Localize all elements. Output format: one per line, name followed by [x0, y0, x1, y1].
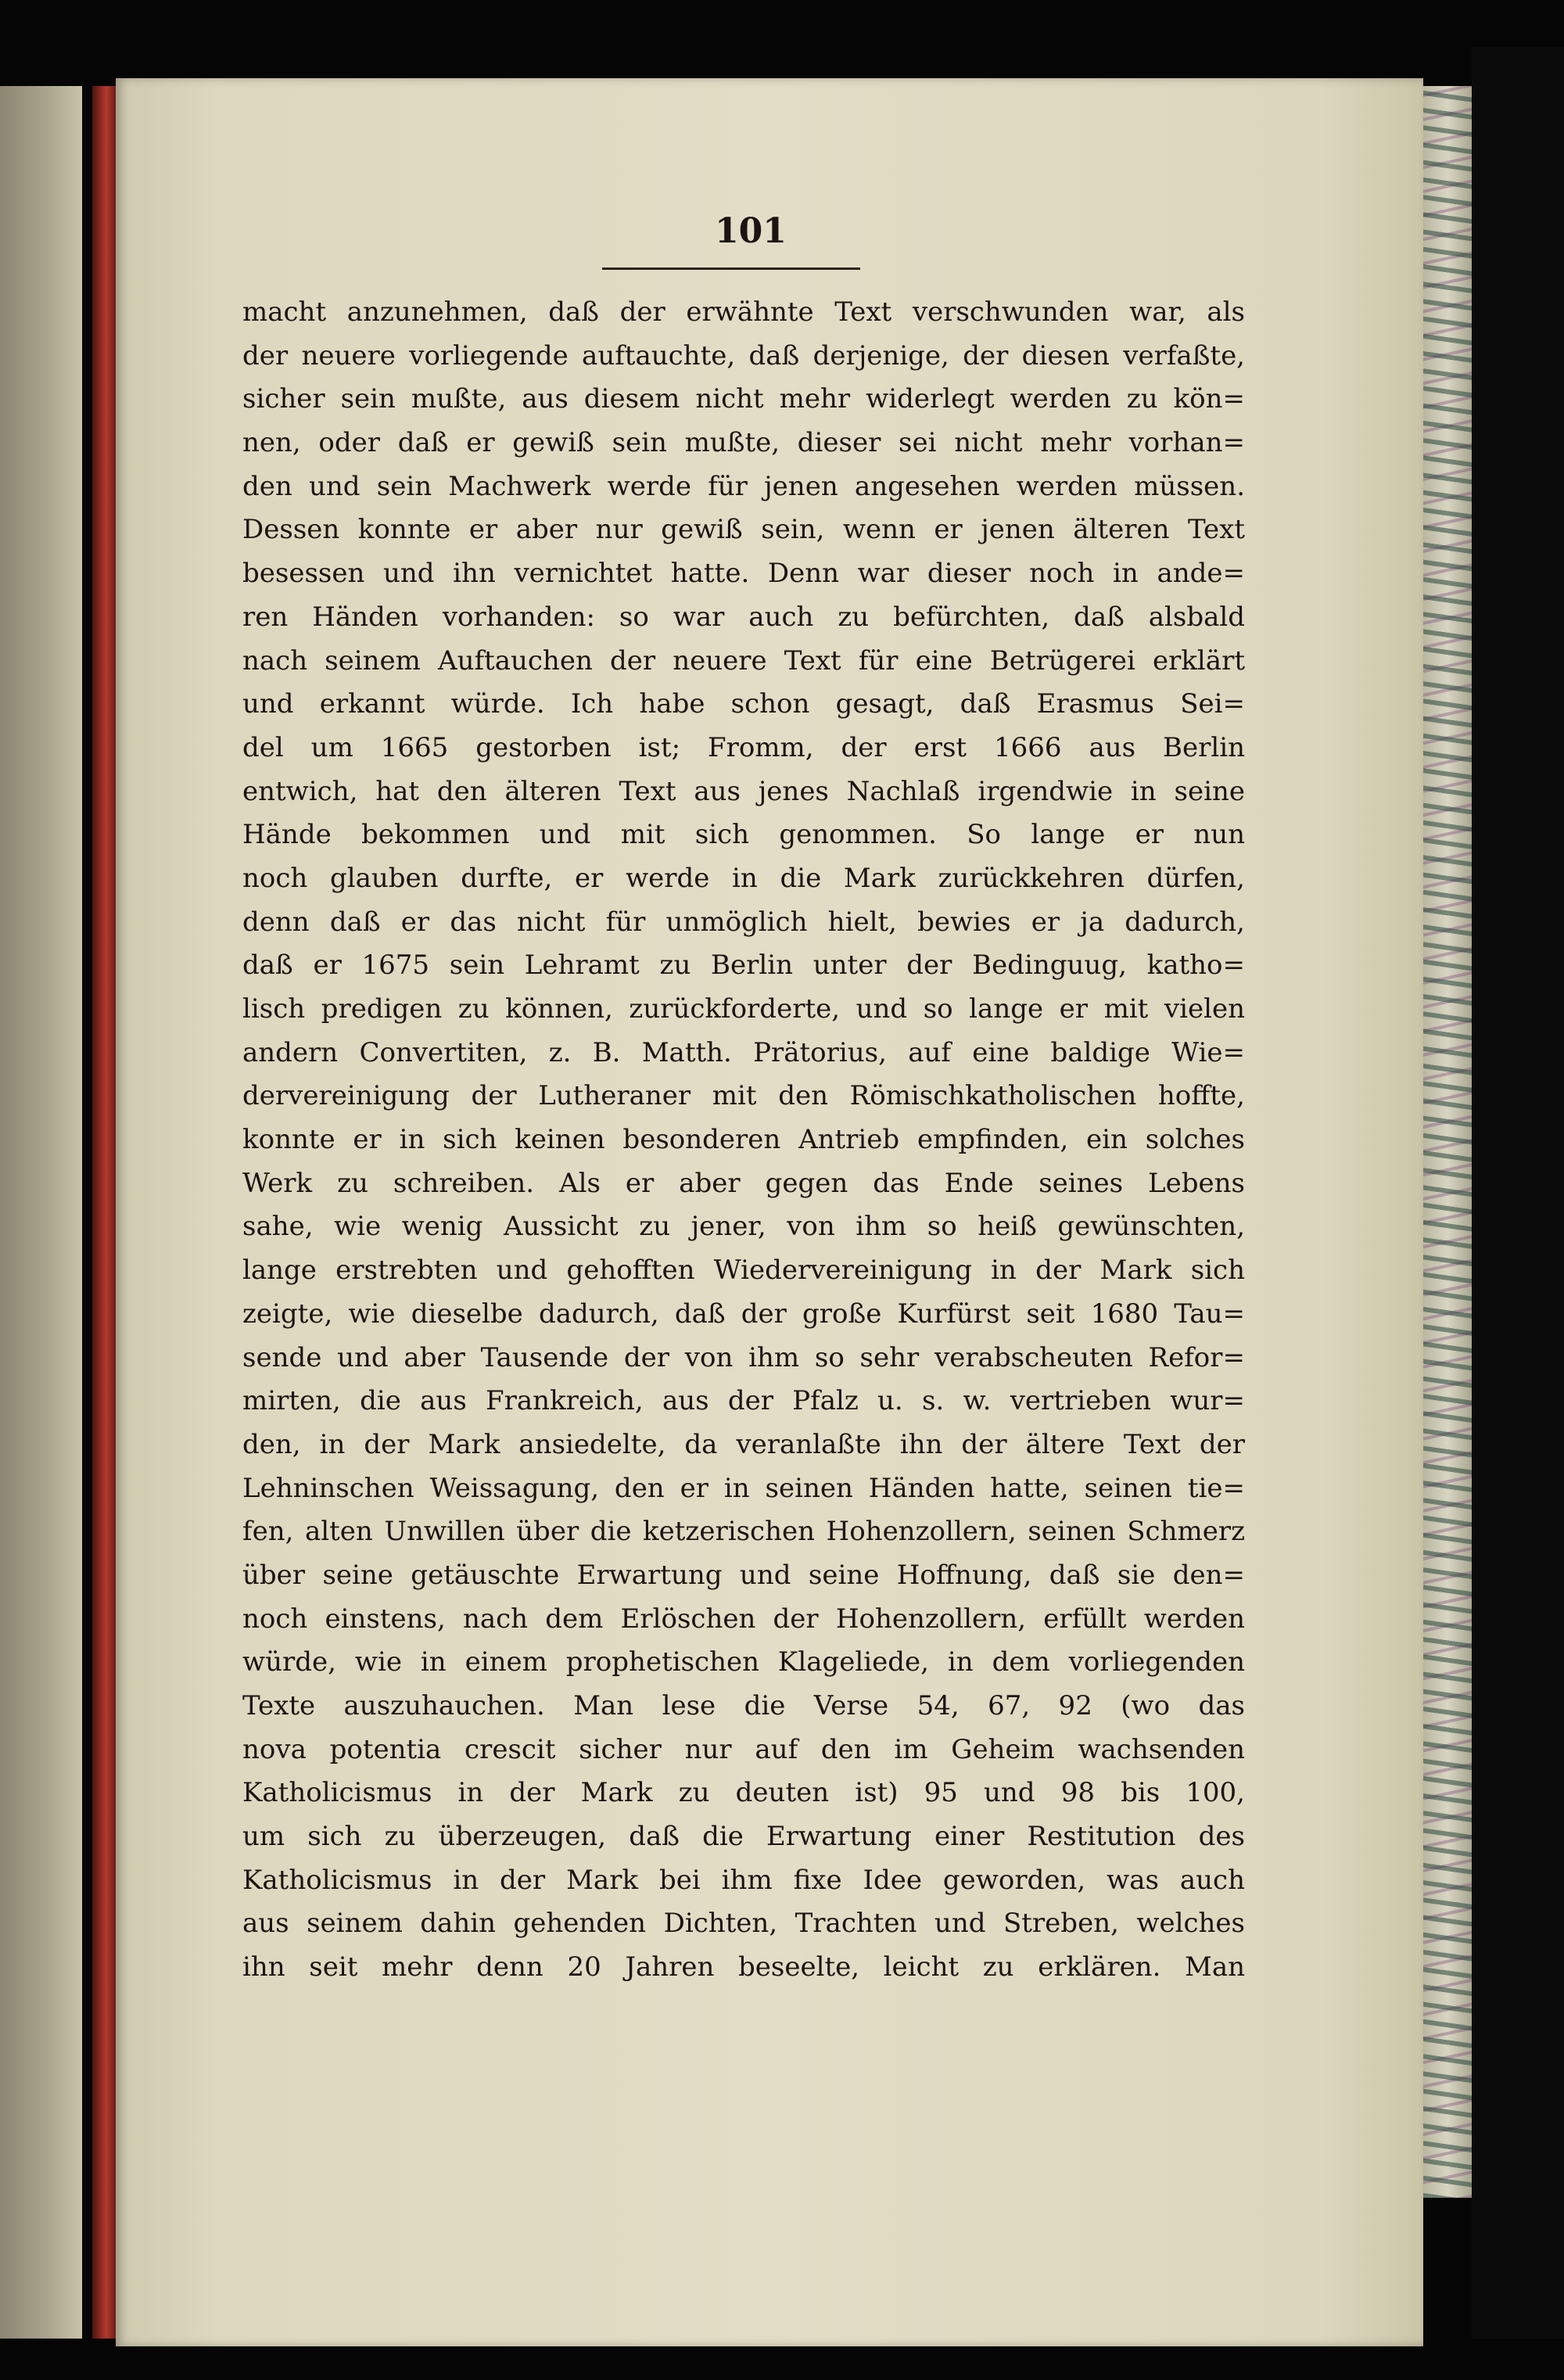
text-line: den und sein Machwerk werde für jenen angesehen werden müssen. [242, 470, 1245, 502]
text-line: nen, oder daß er gewiß sein mußte, dieser sei nicht mehr vorhan= [242, 427, 1245, 459]
text-line: entwich, hat den älteren Text aus jenes Nachlaß irgendwie in seine [242, 775, 1245, 807]
facing-page-edge [0, 86, 82, 2339]
book-cover-edge [1472, 47, 1564, 2339]
text-line: besessen und ihn vernichtet hatte. Denn war dieser noch in ande= [242, 558, 1245, 590]
text-line: Hände bekommen und mit sich genommen. So lange er nun [242, 819, 1245, 851]
text-line: Texte auszuhauchen. Man lese die Verse 54, 67, 92 (wo das [242, 1690, 1245, 1721]
text-line: aus seinem dahin gehenden Dichten, Trachten und Streben, welches [242, 1908, 1245, 1940]
text-line: über seine getäuschte Erwartung und seine Hoffnung, daß sie den= [242, 1559, 1245, 1591]
text-line: Katholicismus in der Mark bei ihm fixe Idee geworden, was auch [242, 1864, 1245, 1896]
text-line: macht anzunehmen, daß der erwähnte Text verschwunden war, als [242, 296, 1245, 328]
text-line: Katholicismus in der Mark zu deuten ist) 95 und 98 bis 100, [242, 1777, 1245, 1809]
text-line: und erkannt würde. Ich habe schon gesagt, daß Erasmus Sei= [242, 688, 1245, 720]
page-number: 101 [715, 211, 787, 251]
text-line: zeigte, wie dieselbe dadurch, daß der große Kurfürst seit 1680 Tau= [242, 1298, 1245, 1330]
text-line: andern Convertiten, z. B. Matth. Prätorius, auf eine baldige Wie= [242, 1036, 1245, 1068]
text-line: um sich zu überzeugen, daß die Erwartung einer Restitution des [242, 1821, 1245, 1853]
text-line: daß er 1675 sein Lehramt zu Berlin unter der Bedinguug, katho= [242, 949, 1245, 982]
marbled-page-edges [1423, 86, 1472, 2198]
text-line: denn daß er das nicht für unmöglich hielt, bewies er ja dadurch, [242, 906, 1245, 938]
text-line: noch einstens, nach dem Erlöschen der Hohenzollern, erfüllt werden [242, 1603, 1245, 1635]
text-line: nova potentia crescit sicher nur auf den im Geheim wachsenden [242, 1733, 1245, 1765]
text-line: würde, wie in einem prophetischen Klageliede, in dem vorliegenden [242, 1646, 1245, 1678]
text-line: Lehninschen Weissagung, den er in seinen Händen hatte, seinen tie= [242, 1472, 1245, 1504]
text-line: mirten, die aus Frankreich, aus der Pfalz u. s. w. vertrieben wur= [242, 1385, 1245, 1417]
text-line: ren Händen vorhanden: so war auch zu befürchten, daß alsbald [242, 601, 1245, 633]
book-spine-edge [92, 86, 116, 2339]
text-line: dervereinigung der Lutheraner mit den Römischkatholischen hoffte, [242, 1080, 1245, 1112]
text-line: ihn seit mehr denn 20 Jahren beseelte, leicht zu erklären. Man [242, 1951, 1245, 1983]
text-line: sende und aber Tausende der von ihm so sehr verabscheuten Refor= [242, 1341, 1245, 1373]
text-line: der neuere vorliegende auftauchte, daß derjenige, der diesen verfaßte, [242, 339, 1245, 372]
text-line: den, in der Mark ansiedelte, da veranlaßte ihn der ältere Text der [242, 1428, 1245, 1460]
text-line: noch glauben durfte, er werde in die Mark zurückkehren dürfen, [242, 862, 1245, 894]
body-text [242, 291, 1245, 1990]
text-line: Dessen konnte er aber nur gewiß sein, wenn er jenen älteren Text [242, 514, 1245, 546]
text-line: sicher sein mußte, aus diesem nicht mehr widerlegt werden zu kön= [242, 383, 1245, 415]
text-line: lisch predigen zu können, zurückforderte, und so lange er mit vielen [242, 993, 1245, 1025]
text-line: lange erstrebten und gehofften Wiedervereinigung in der Mark sich [242, 1255, 1245, 1287]
header-rule [602, 267, 860, 270]
text-line: konnte er in sich keinen besonderen Antrieb empfinden, ein solches [242, 1124, 1245, 1156]
text-line: Werk zu schreiben. Als er aber gegen das Ende seines Lebens [242, 1167, 1245, 1199]
text-line: del um 1665 gestorben ist; Fromm, der erst 1666 aus Berlin [242, 731, 1245, 763]
text-line: sahe, wie wenig Aussicht zu jener, von ihm so heiß gewünschten, [242, 1211, 1245, 1243]
text-line: nach seinem Auftauchen der neuere Text für eine Betrügerei erklärt [242, 644, 1245, 677]
text-line: fen, alten Unwillen über die ketzerischen Hohenzollern, seinen Schmerz [242, 1516, 1245, 1548]
